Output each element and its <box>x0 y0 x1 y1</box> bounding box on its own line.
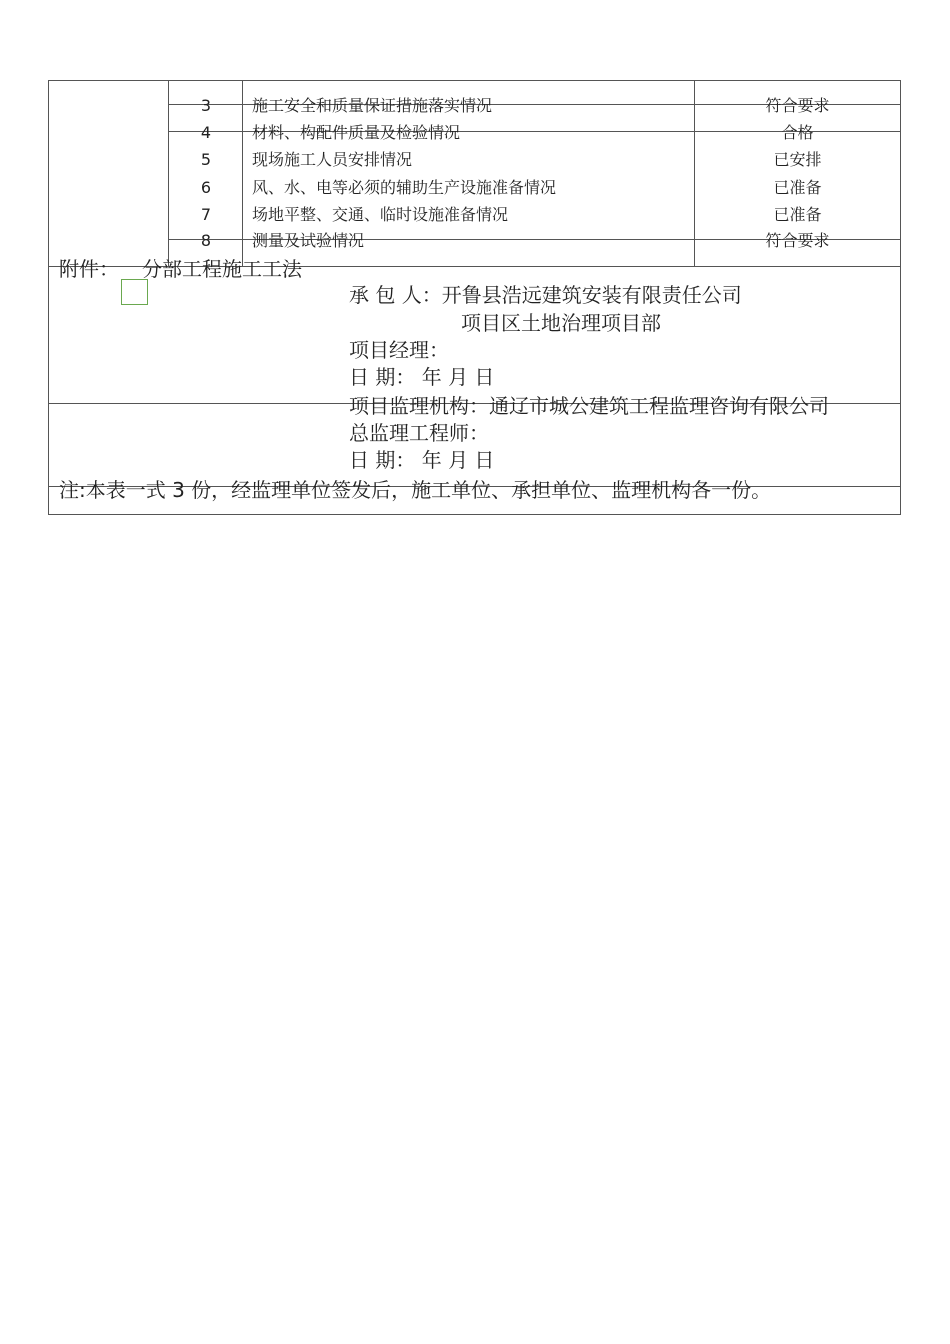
row-item: 现场施工人员安排情况 <box>252 150 413 169</box>
row-result: 已安排 <box>773 150 822 169</box>
row-number: 6 <box>200 178 212 197</box>
row-item: 材料、构配件质量及检验情况 <box>252 123 461 142</box>
row-number: 5 <box>200 150 212 169</box>
chief-engineer-label: 总监理工程师： <box>349 421 489 445</box>
contractor-name: 承 包 人：开鲁县浩远建筑安装有限责任公司 <box>349 283 742 307</box>
row-item: 测量及试验情况 <box>252 231 365 250</box>
row-result: 合格 <box>781 123 814 142</box>
row-item: 施工安全和质量保证措施落实情况 <box>252 96 493 115</box>
row-item: 风、水、电等必须的辅助生产设施准备情况 <box>252 178 557 197</box>
attachment-checkbox[interactable] <box>121 279 148 305</box>
row-number: 4 <box>200 123 212 142</box>
row-number: 3 <box>200 96 212 115</box>
project-manager-label: 项目经理： <box>349 338 449 362</box>
supervisor-date: 日 期： 年 月 日 <box>349 448 495 472</box>
row-result: 已准备 <box>773 205 822 224</box>
row-result: 符合要求 <box>765 231 830 250</box>
contractor-department: 项目区土地治理项目部 <box>461 311 661 335</box>
row-number: 7 <box>200 205 212 224</box>
row-result: 已准备 <box>773 178 822 197</box>
contractor-date: 日 期： 年 月 日 <box>349 365 495 389</box>
row-item: 场地平整、交通、临时设施准备情况 <box>252 205 509 224</box>
attachment-label: 附件： <box>59 257 119 281</box>
form-note: 注:本表一式 3 份，经监理单位签发后，施工单位、承担单位、监理机构各一份。 <box>59 478 772 502</box>
row-number: 8 <box>200 231 212 250</box>
supervisor-org: 项目监理机构：通辽市城公建筑工程监理咨询有限公司 <box>349 394 829 418</box>
attachment-value: 分部工程施工工法 <box>142 257 302 281</box>
row-result: 符合要求 <box>765 96 830 115</box>
